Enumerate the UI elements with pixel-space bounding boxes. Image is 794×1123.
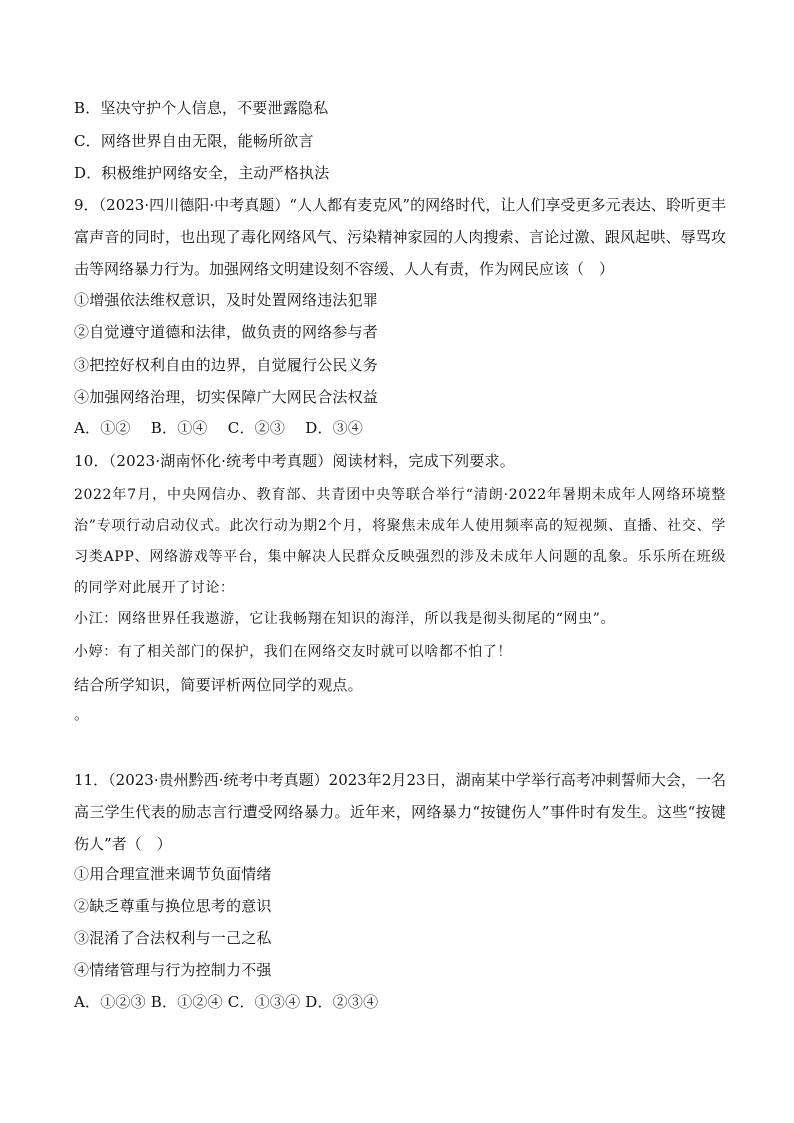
q8-option-c: C．网络世界自由无限，能畅所欲言 — [74, 132, 314, 150]
q9-item-3: ③把控好权利自由的边界，自觉履行公民义务 — [74, 356, 379, 374]
q9-stem: 9．（2023·四川德阳·中考真题）“人人都有麦克风”的网络时代，让人们享受更多元表达、聆听更丰富声音的同时，也出现了毒化网络风气、污染精神家园的人肉搜索、言论过激、跟风起哄、辱骂攻击等网络暴力行为。加强网络文明建设刻不容缓、人人有责，作为网民应该（ ） — [74, 196, 726, 278]
q11-item-2: ②缺乏尊重与换位思考的意识 — [74, 897, 272, 915]
q9-item-4: ④加强网络治理，切实保障广大网民合法权益 — [74, 388, 379, 406]
q10-answer-mark: 。 — [74, 705, 90, 723]
q11-choices: A．①②③ B．①②④ C．①③④ D．②③④ — [74, 993, 379, 1011]
q10-xiaojiang: 小江：网络世界任我遨游，它让我畅翔在知识的海洋，所以我是彻头彻尾的“网虫”。 — [74, 611, 616, 627]
q8-option-d: D．积极维护网络安全，主动严格执法 — [74, 164, 330, 182]
q10-stem: 10．（2023·湖南怀化·统考中考真题）阅读材料，完成下列要求。 — [74, 452, 515, 470]
q11-item-1: ①用合理宣泄来调节负面情绪 — [74, 865, 272, 883]
q11-stem: 11．（2023·贵州黔西·统考中考真题）2023年2月23日，湖南某中学举行高考冲刺誓师大会，一名高三学生代表的励志言行遭受网络暴力。近年来，网络暴力“按键伤人”事件时有发生。这些“按键伤人”者（ ） — [74, 771, 726, 853]
q10-task: 结合所学知识，简要评析两位同学的观点。 — [74, 676, 363, 694]
q10-xiaoting: 小婷：有了相关部门的保护，我们在网络交友时就可以啥都不怕了！ — [74, 644, 512, 660]
q10-material: 2022年7月，中央网信办、教育部、共青团中央等联合举行“清朗·2022年暑期未成年人网络环境整治”专项行动启动仪式。此次行动为期2个月，将聚焦未成年人使用频率高的短视频、直播、社交、学习类APP、网络游戏等平台，集中解决人民群众反映强烈的涉及未成年人问题的乱象。乐乐所在班级的同学对此展开了讨论： — [74, 487, 726, 596]
q9-item-1: ①增强依法维权意识，及时处置网络违法犯罪 — [74, 291, 379, 309]
q11-item-3: ③混淆了合法权利与一己之私 — [74, 929, 272, 947]
q9-item-2: ②自觉遵守道德和法律，做负责的网络参与者 — [74, 323, 379, 341]
q9-choices: A．①② B．①④ C．②③ D．③④ — [74, 419, 364, 437]
q11-item-4: ④情绪管理与行为控制力不强 — [74, 961, 272, 979]
q8-option-b: B．坚决守护个人信息，不要泄露隐私 — [74, 99, 329, 117]
